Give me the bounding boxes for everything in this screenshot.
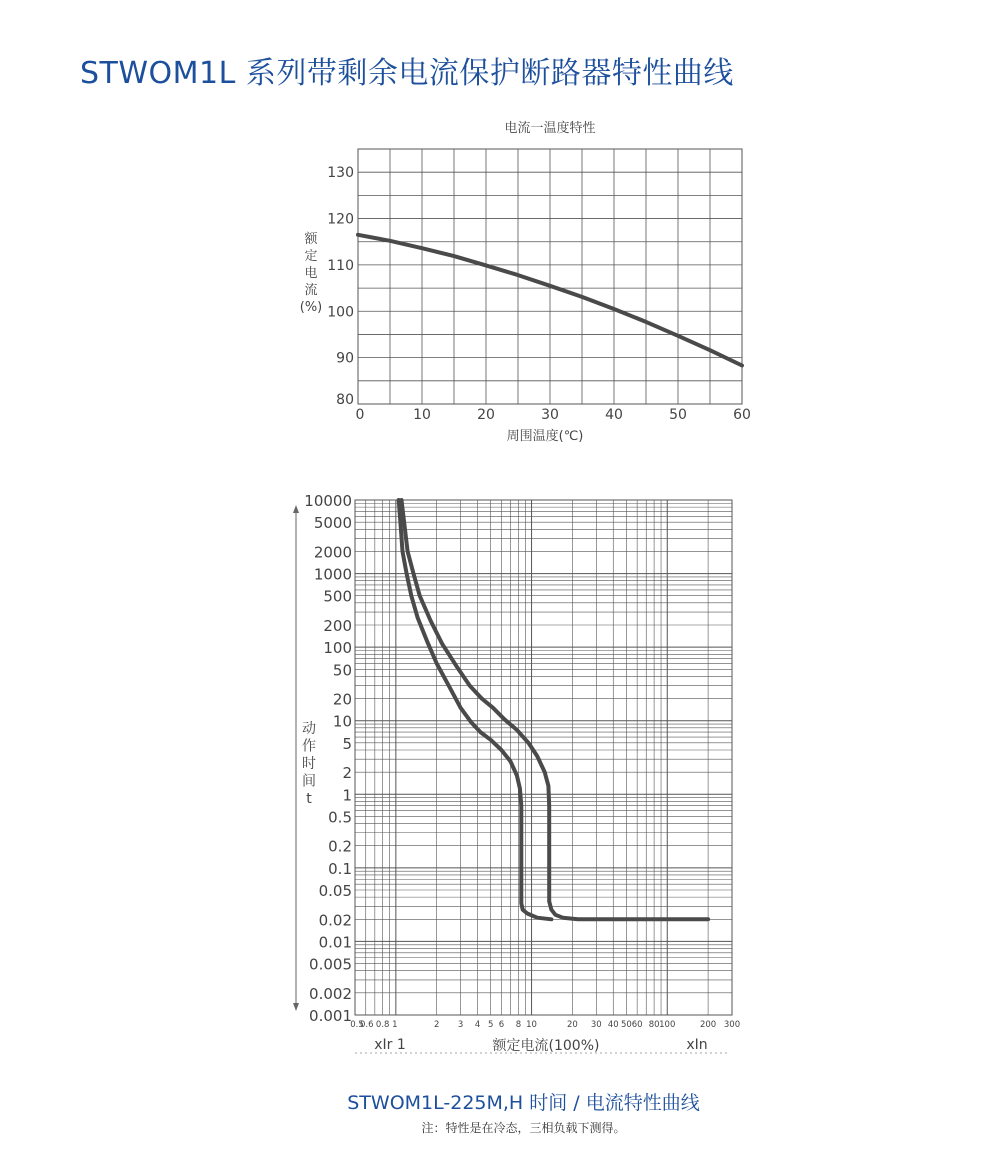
y-tick-label: 10 xyxy=(332,712,352,731)
y-tick-label: 0.002 xyxy=(309,984,352,1003)
y-tick-label: 100 xyxy=(323,639,352,658)
x-tick-label: 10 xyxy=(526,1020,537,1030)
x-tick-label: 300 xyxy=(723,1020,741,1030)
y-tick-label: 2000 xyxy=(313,543,352,562)
x-tick-label: 3 xyxy=(457,1020,464,1030)
y-tick-label: 0.2 xyxy=(328,837,352,856)
x-tick-label: 10 xyxy=(413,407,431,423)
y-tick-label: 100 xyxy=(327,304,354,321)
x-tick-label: 50 xyxy=(669,407,687,423)
y-axis-label: 额 xyxy=(304,232,318,247)
x-tick-label: 0.8 xyxy=(375,1020,390,1030)
y-tick-label: 1 xyxy=(342,786,352,805)
y-axis-label: 流 xyxy=(304,283,318,298)
y-tick-label: 110 xyxy=(327,257,354,274)
x-tick-label: 40 xyxy=(605,407,623,423)
y-tick-label: 0.5 xyxy=(328,808,352,827)
series-line xyxy=(402,500,709,919)
y-tick-label: 200 xyxy=(323,616,352,635)
y-axis-label: 间 xyxy=(302,773,316,790)
plot-frame xyxy=(355,500,732,1015)
x-axis-label: 额定电流(100%) xyxy=(492,1038,600,1054)
x-tick-label: 8 xyxy=(515,1020,522,1030)
y-tick-label: 10000 xyxy=(304,492,352,510)
y-axis-arrow-up xyxy=(293,505,299,513)
x-tick-label: 40 xyxy=(607,1020,619,1030)
y-axis-label: 时 xyxy=(302,756,316,772)
x-tick-label: 80 xyxy=(648,1020,660,1030)
x-tick-label: 2 xyxy=(433,1020,440,1030)
x-tick-label: 50 xyxy=(620,1020,632,1030)
y-tick-label: 120 xyxy=(327,211,354,228)
x-tick-label: 30 xyxy=(541,407,559,423)
y-axis-label: t xyxy=(306,791,312,807)
x-tick-label: 0.6 xyxy=(359,1020,374,1030)
y-axis-label: (%) xyxy=(299,300,323,315)
chart-title: 电流一温度特性 xyxy=(504,121,596,136)
x-tick-label: 5 xyxy=(487,1020,494,1030)
page-title: STWOM1L 系列带剩余电流保护断路器特性曲线 xyxy=(80,56,734,91)
x-sub-label-in: xIn xyxy=(686,1037,708,1053)
y-tick-label: 80 xyxy=(336,392,354,408)
x-tick-label: 0.5 xyxy=(350,1020,364,1030)
y-tick-label: 0.001 xyxy=(309,1007,352,1025)
x-tick-label: 200 xyxy=(699,1020,717,1030)
series-line xyxy=(399,500,552,919)
x-tick-label: 0 xyxy=(355,407,365,423)
y-axis-label: 定 xyxy=(304,249,318,264)
x-tick-label: 20 xyxy=(477,407,495,423)
y-axis-label: 动 xyxy=(302,721,316,737)
y-tick-label: 0.1 xyxy=(328,859,352,878)
x-axis-label: 周围温度(℃) xyxy=(506,429,584,444)
y-tick-label: 0.01 xyxy=(318,933,352,952)
x-tick-label: 1 xyxy=(392,1020,398,1030)
y-tick-label: 50 xyxy=(332,661,352,680)
y-tick-label: 1000 xyxy=(313,565,352,584)
figure-caption: STWOM1L-225M,H 时间 / 电流特性曲线 xyxy=(347,1092,700,1114)
x-tick-label: 4 xyxy=(474,1020,481,1030)
y-axis-arrow-down xyxy=(293,1003,299,1011)
x-tick-label: 30 xyxy=(590,1020,602,1030)
y-axis-label: 电 xyxy=(304,266,318,281)
y-tick-label: 0.005 xyxy=(309,955,352,974)
x-tick-label: 60 xyxy=(733,407,751,423)
x-tick-label: 60 xyxy=(631,1020,643,1030)
y-tick-label: 90 xyxy=(336,350,354,367)
y-tick-label: 2 xyxy=(342,764,352,783)
x-sub-label-ir: xIr 1 xyxy=(374,1037,406,1053)
y-tick-label: 5000 xyxy=(313,514,352,533)
figure-note: 注：特性是在冷态，三相负载下测得。 xyxy=(421,1121,626,1135)
x-tick-label: 100 xyxy=(659,1020,676,1030)
y-tick-label: 5 xyxy=(342,734,352,753)
x-tick-label: 20 xyxy=(566,1020,578,1030)
y-axis-label: 作 xyxy=(302,738,316,755)
y-tick-label: 0.02 xyxy=(318,911,352,930)
x-tick-label: 6 xyxy=(498,1020,505,1030)
y-tick-label: 500 xyxy=(323,587,352,606)
y-tick-label: 0.05 xyxy=(318,882,352,901)
y-tick-label: 20 xyxy=(332,690,352,709)
y-tick-label: 130 xyxy=(327,165,354,182)
